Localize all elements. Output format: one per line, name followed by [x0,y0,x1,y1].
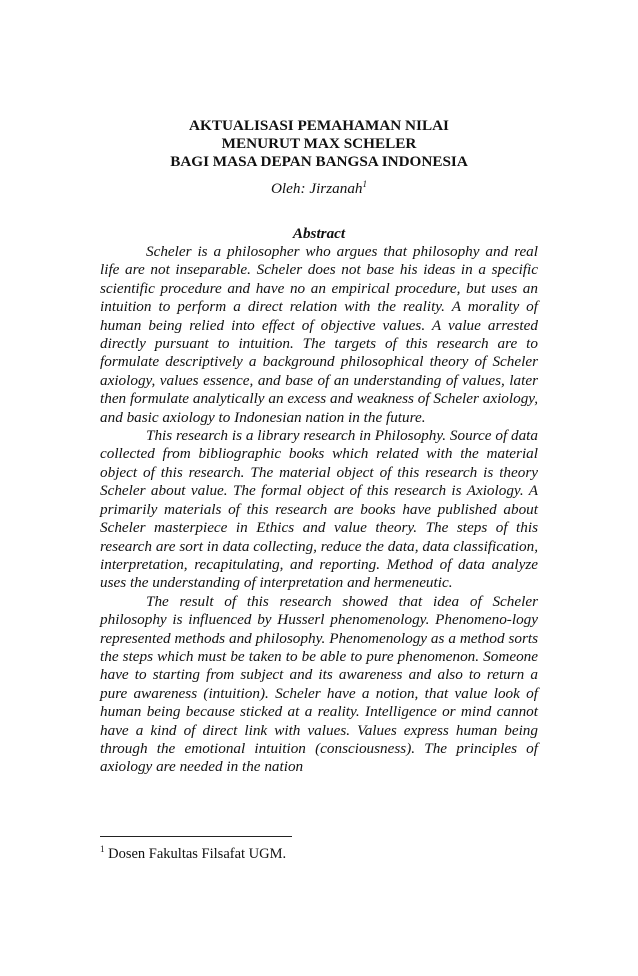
footnote-divider [100,836,292,837]
footnote-text: Dosen Fakultas Filsafat UGM. [108,846,287,862]
title-line-1: AKTUALISASI PEMAHAMAN NILAI [189,117,449,134]
author-footnote-mark: 1 [362,178,368,189]
abstract-paragraph-1: Scheler is a philosopher who argues that philosophy and real life are not inseparable. Scheler does not base his ideas in a specific scientific procedure and have no an empirical procedure, but uses an intuition to perform a direct relation with the reality. A morality of human being relied into effect of objective values. A value arrested directly pursuant to intuition. The targets of this research are to formulate descriptively a background philosophical theory of Scheler axiology, values essence, and base of an understanding of values, later then formulate analytically an excess and weakness of Scheler axiology, and basic axiology to Indonesian nation in the future. [100,243,538,426]
abstract-paragraph-2: This research is a library research in Philosophy. Source of data collected from bibliographic books which related with the material object of this research. The material object of this research is theory Scheler about value. The formal object of this research is Axiology. A primarily materials of this research are books have published about Scheler masterpiece in Ethics and value theory. The steps of this research are sort in data collecting, reduce the data, data classification, interpretation, recapitulating, and reporting. Method of data analyze uses the understanding of interpretation and hermeneutic. [100,427,538,592]
footnote-mark: 1 [100,844,105,855]
abstract-paragraph-3: The result of this research showed that idea of Scheler philosophy is influenced by Husserl phenomenology. Phenomeno-logy represented methods and philosophy. Phenomenology as a method sorts the steps which must be taken to be able to pure phenomenon. Someone have to starting from subject and its awareness and also to return a pure awareness (intuition). Scheler have a notion, that value look of human being because sticked at a reality. Intelligence or mind cannot have a kind of direct link with values. Values express human being through the emotional intuition (consciousness). The principles of axiology are needed in the nation [100,592,538,776]
title-line-2: MENURUT MAX SCHELER [221,135,417,152]
abstract-heading: Abstract [292,225,346,242]
title-line-3: BAGI MASA DEPAN BANGSA INDONESIA [170,153,468,170]
paper-title [100,117,538,171]
author-label: Oleh: Jirzanah [270,180,363,197]
author-line [100,180,538,198]
abstract-body [100,243,538,777]
footnote [100,845,538,863]
